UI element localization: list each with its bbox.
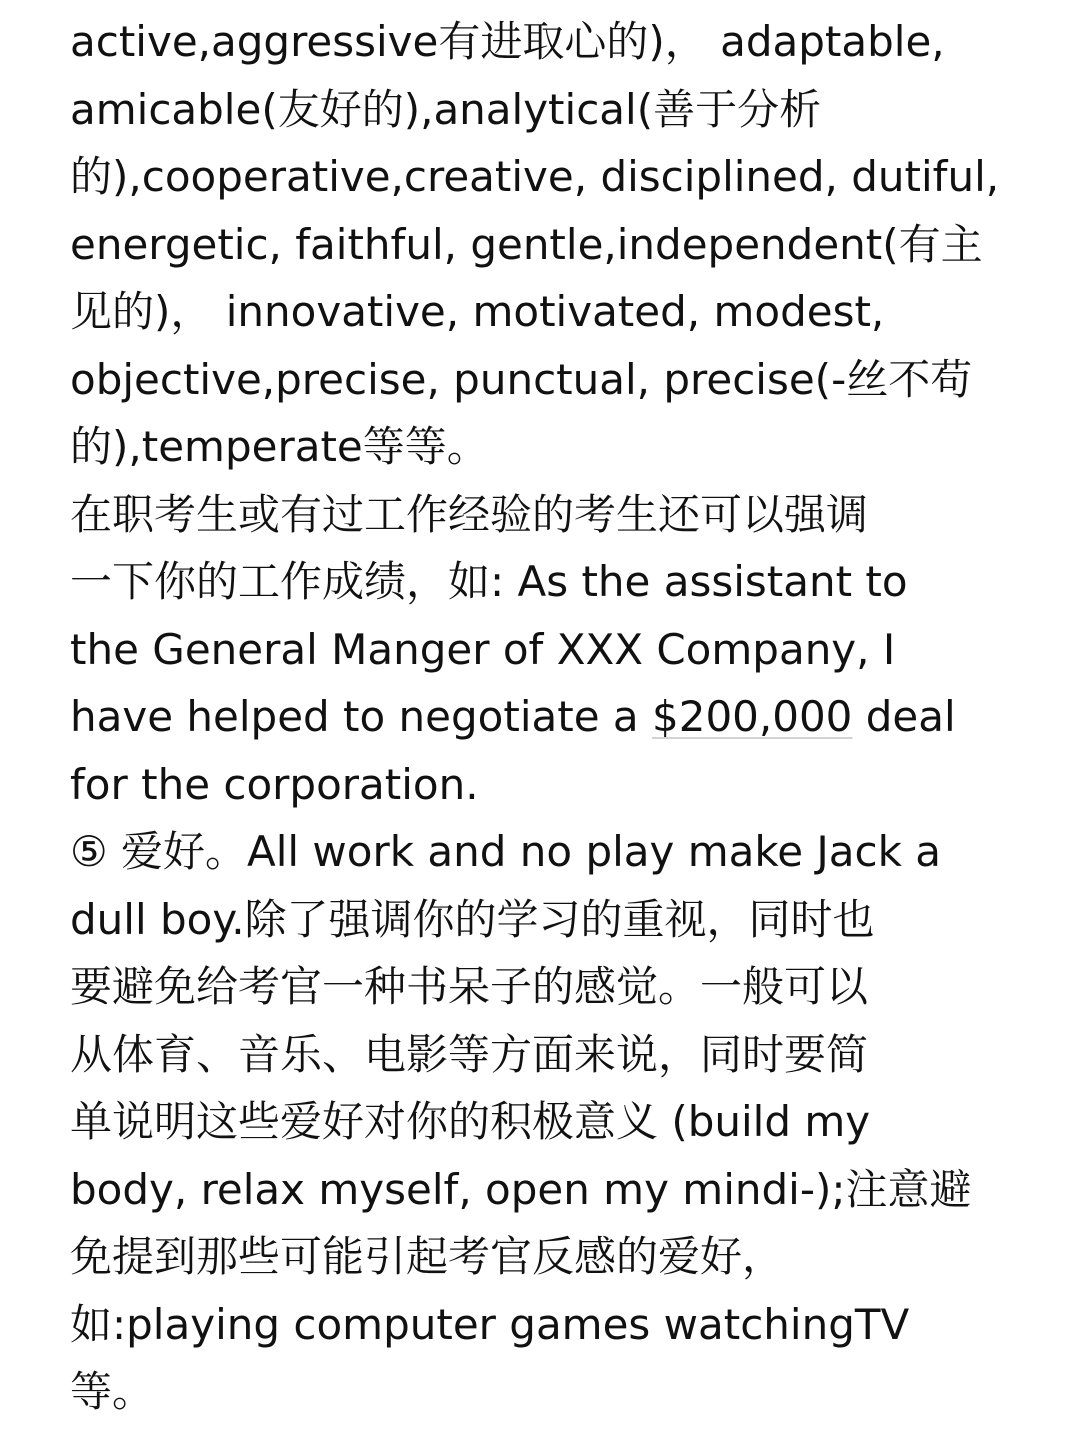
text-line: 的),cooperative,creative, disciplined, dutiful, <box>70 152 1000 201</box>
text-line: the General Manger of XXX Company, I <box>70 624 896 674</box>
text-line: 单说明这些爱好对你的积极意义 (build my <box>70 1097 871 1146</box>
note-body <box>70 8 1010 1426</box>
text-line: 在职考生或有过工作经验的考生还可以强调 <box>70 489 869 539</box>
text-segment: have helped to negotiate a <box>70 692 652 741</box>
text-line: 等。 <box>70 1367 155 1416</box>
text-segment: deal <box>865 692 956 741</box>
text-line: 从体育、音乐、电影等方面来说，同时要简 <box>70 1029 869 1079</box>
text-line: 见的)， innovative, motivated, modest, <box>70 287 885 336</box>
text-line: 的),temperate等等。 <box>70 422 489 471</box>
text-line: 要避免给考官一种书呆子的感觉。一般可以 <box>70 962 869 1011</box>
text-line: dull boy.除了强调你的学习的重视，同时也 <box>70 894 875 944</box>
text-line: for the corporation. <box>70 759 479 809</box>
text-line: body, relax myself, open my mindi-);注意避 <box>70 1164 972 1214</box>
text-line: 如:playing computer games watchingTV <box>70 1299 910 1349</box>
text-line: 一下你的工作成绩，如: As the assistant to <box>70 557 908 606</box>
text-line: ⑤ 爱好。All work and no play make Jack a <box>70 827 942 876</box>
text-line: 免提到那些可能引起考官反感的爱好， <box>70 1232 785 1281</box>
amount-link[interactable]: $200,000 <box>652 692 853 741</box>
text-line: amicable(友好的),analytical(善于分析 <box>70 84 822 134</box>
text-line: objective,precise, punctual, precise(-丝不苟 <box>70 354 973 404</box>
text-line: energetic, faithful, gentle,independent(有主 <box>70 219 983 269</box>
text-line-with-link <box>70 683 1010 751</box>
text-line: active,aggressive有进取心的)， adaptable, <box>70 17 945 66</box>
